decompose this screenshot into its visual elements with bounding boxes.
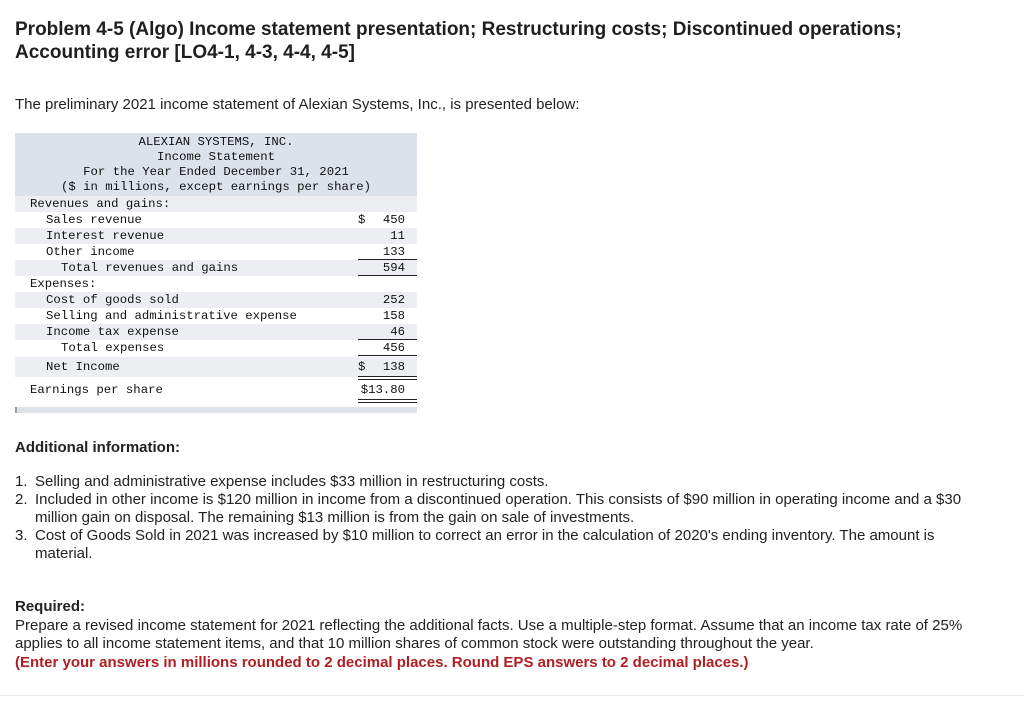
intro-text: The preliminary 2021 income statement of Alexian Systems, Inc., is presented below: xyxy=(15,96,580,113)
row-label: Income tax expense xyxy=(46,325,179,339)
row-amount: 450 xyxy=(382,213,405,227)
table-scrollbar[interactable] xyxy=(15,407,417,413)
statement-name: Income Statement xyxy=(156,150,276,164)
table-row xyxy=(15,212,417,228)
table-row xyxy=(15,260,417,276)
row-amount: 138 xyxy=(382,360,405,374)
row-label: Interest revenue xyxy=(46,229,165,243)
problem-title: Problem 4-5 (Algo) Income statement presentation; Restructuring costs; Discontinued operations; Accounting error [LO4-1, 4-3, 4-4, 4-5] xyxy=(15,19,902,63)
list-number: 1. xyxy=(15,473,28,490)
row-label: Total expenses xyxy=(61,341,165,355)
row-label: Cost of goods sold xyxy=(46,293,179,307)
rounding-note: (Enter your answers in millions rounded to 2 decimal places. Round EPS answers to 2 decimal places.) xyxy=(15,654,749,671)
row-label: Total revenues and gains xyxy=(61,261,239,275)
list-text: Included in other income is $120 million in income from a discontinued operation. This consists of $90 million in operating income and a $30 million gain on disposal. The remaining $13 million is from the gain on sale of investments. xyxy=(35,491,962,526)
list-item xyxy=(15,491,995,527)
list-item xyxy=(15,527,995,563)
row-label: Other income xyxy=(46,245,135,259)
row-amount: 11 xyxy=(390,229,405,243)
row-amount: 46 xyxy=(390,325,405,339)
table-row xyxy=(15,324,417,340)
row-amount: 133 xyxy=(382,245,405,259)
additional-info-heading: Additional information: xyxy=(15,439,180,456)
required-text: Prepare a revised income statement for 2021 reflecting the additional facts. Use a multiple-step format. Assume that an income tax rate of 25% applies to all income statement items, and that 10 million shares of common stock were outstanding throughout the year. xyxy=(15,617,963,652)
total-double-rule xyxy=(358,399,417,403)
table-row xyxy=(15,276,417,292)
row-amount: 158 xyxy=(382,309,405,323)
dollar-sign: $ xyxy=(358,360,366,374)
row-label: Earnings per share xyxy=(30,383,163,397)
statement-header xyxy=(15,133,417,196)
statement-period: For the Year Ended December 31, 2021 xyxy=(83,165,349,179)
row-amount: $13.80 xyxy=(360,383,405,397)
table-row xyxy=(15,380,417,400)
company-name: ALEXIAN SYSTEMS, INC. xyxy=(138,135,294,149)
table-row xyxy=(15,340,417,356)
row-label: Selling and administrative expense xyxy=(46,309,297,323)
table-row xyxy=(15,357,417,377)
row-label: Sales revenue xyxy=(46,213,142,227)
additional-info-list xyxy=(15,473,995,563)
bottom-divider xyxy=(0,695,1024,696)
dollar-sign: $ xyxy=(358,213,366,227)
list-text: Cost of Goods Sold in 2021 was increased by $10 million to correct an error in the calculation of 2020's ending inventory. The amount is material. xyxy=(35,527,935,562)
row-label: Net Income xyxy=(46,360,120,374)
subtotal-rule xyxy=(358,355,417,356)
list-number: 2. xyxy=(15,491,28,508)
row-label: Expenses: xyxy=(30,277,97,291)
table-row xyxy=(15,308,417,324)
table-row xyxy=(15,244,417,260)
row-amount: 252 xyxy=(382,293,405,307)
row-amount: 456 xyxy=(382,341,405,355)
row-label: Revenues and gains: xyxy=(30,197,171,211)
required-heading: Required: xyxy=(15,598,86,615)
table-row xyxy=(15,292,417,308)
table-row xyxy=(15,228,417,244)
list-text: Selling and administrative expense includes $33 million in restructuring costs. xyxy=(35,473,549,490)
row-amount: 594 xyxy=(382,261,405,275)
table-row xyxy=(15,196,417,212)
list-item xyxy=(15,473,995,491)
income-statement-table xyxy=(15,133,417,415)
statement-units: ($ in millions, except earnings per share) xyxy=(61,180,371,194)
list-number: 3. xyxy=(15,527,28,544)
